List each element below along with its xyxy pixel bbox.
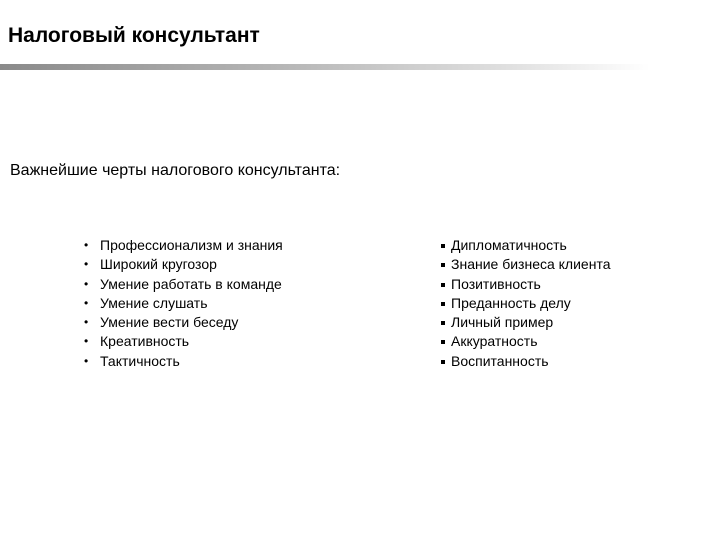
square-bullet-icon [441, 360, 445, 364]
list-item-label: Знание бизнеса клиента [451, 256, 611, 273]
list-item-label: Умение вести беседу [100, 314, 239, 331]
list-item [84, 313, 283, 332]
list-item [441, 352, 610, 371]
list-item-label: Умение работать в команде [100, 275, 282, 292]
list-item [441, 313, 610, 332]
bullet-icon: • [84, 238, 89, 252]
bullet-icon: • [84, 334, 89, 349]
bullet-icon: • [84, 295, 89, 310]
traits-list-left [84, 236, 283, 371]
list-item-label: Дипломатичность [451, 237, 567, 253]
traits-list-right [441, 236, 610, 371]
square-bullet-icon [441, 340, 445, 344]
list-item [441, 332, 610, 351]
bullet-icon: • [84, 353, 89, 368]
list-item-label: Креативность [100, 333, 190, 350]
list-item [84, 332, 283, 351]
list-item-label: Профессионализм и знания [100, 237, 283, 253]
list-item-label: Преданность делу [451, 294, 571, 311]
list-item-label: Позитивность [451, 275, 541, 292]
list-item [84, 255, 283, 274]
list-item [84, 352, 283, 371]
list-item-label: Умение слушать [100, 294, 208, 311]
list-item [84, 236, 283, 255]
page-title: Налоговый консультант [8, 24, 260, 47]
bullet-icon: • [84, 257, 89, 272]
list-item [84, 275, 283, 294]
list-item-label: Аккуратность [451, 333, 538, 350]
title-divider [0, 64, 650, 70]
bullet-icon: • [84, 315, 89, 330]
list-item-label: Воспитанность [451, 352, 549, 369]
square-bullet-icon [441, 263, 445, 267]
list-item-label: Личный пример [451, 314, 554, 331]
bullet-icon: • [84, 276, 89, 291]
list-item-label: Широкий кругозор [100, 256, 217, 273]
list-item [441, 294, 610, 313]
list-item [441, 236, 610, 255]
section-heading: Важнейшие черты налогового консультанта: [10, 162, 341, 179]
square-bullet-icon [441, 244, 445, 248]
square-bullet-icon [441, 321, 445, 325]
square-bullet-icon [441, 302, 445, 306]
list-item [441, 255, 610, 274]
list-item [84, 294, 283, 313]
square-bullet-icon [441, 283, 445, 287]
list-item [441, 275, 610, 294]
list-item-label: Тактичность [100, 352, 180, 369]
